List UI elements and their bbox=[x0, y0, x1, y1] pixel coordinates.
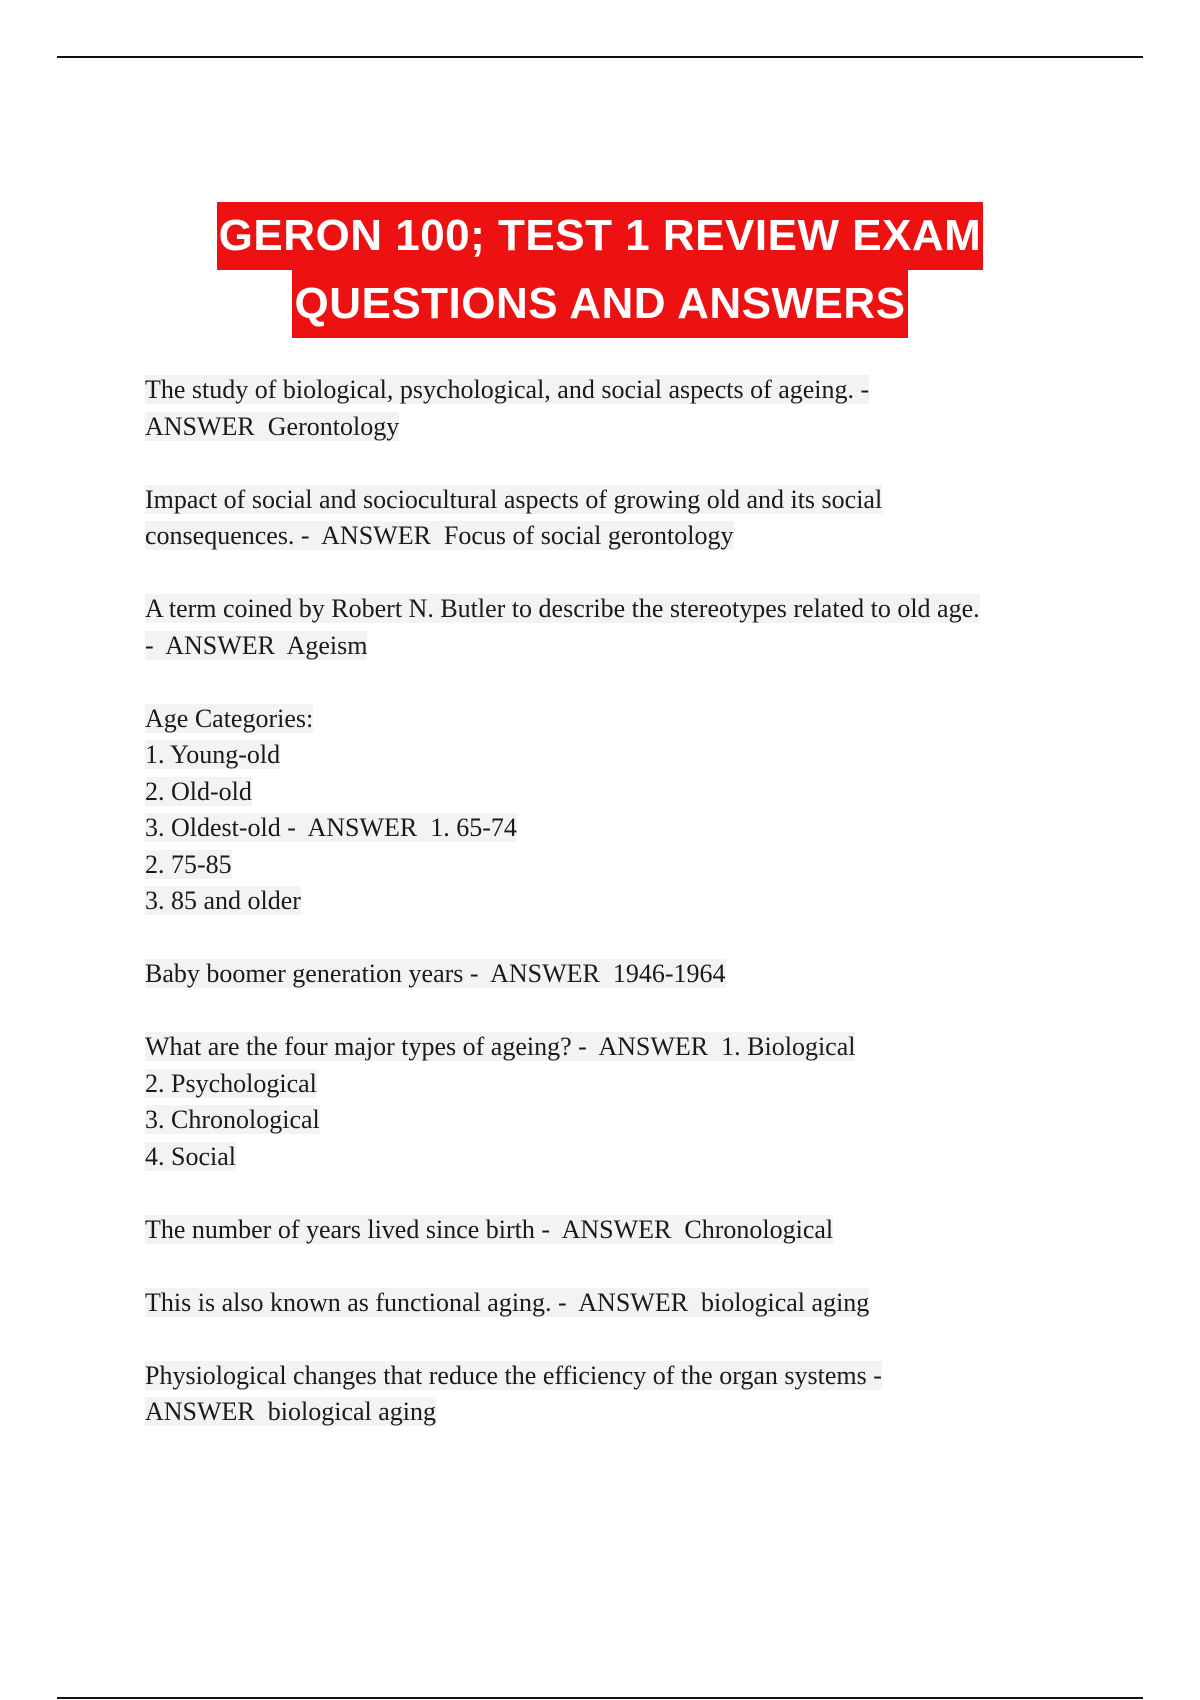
qa-text-line: This is also known as functional aging. - ANSWER biological aging bbox=[145, 1287, 870, 1317]
qa-item bbox=[145, 591, 1065, 664]
qa-item bbox=[145, 482, 1065, 555]
qa-item bbox=[145, 701, 1065, 920]
title-line-1: GERON 100; TEST 1 REVIEW EXAM bbox=[217, 202, 984, 270]
qa-item bbox=[145, 1029, 1065, 1175]
qa-text-line: 2. Old-old bbox=[145, 776, 252, 806]
qa-item bbox=[145, 1285, 1065, 1322]
qa-text-line: A term coined by Robert N. Butler to describe the stereotypes related to old age. bbox=[145, 594, 980, 623]
qa-text-line: ANSWER Gerontology bbox=[145, 411, 400, 441]
qa-text-line: 3. Oldest-old - ANSWER 1. 65-74 bbox=[145, 813, 517, 842]
qa-text-line: 1. Young-old bbox=[145, 740, 281, 769]
qa-item bbox=[145, 1212, 1065, 1249]
qa-text-line: Physiological changes that reduce the efficiency of the organ systems - bbox=[145, 1360, 882, 1390]
qa-text-line: The number of years lived since birth - ANSWER Chronological bbox=[145, 1214, 834, 1244]
document-title bbox=[0, 202, 1200, 338]
qa-text-line: Baby boomer generation years - ANSWER 1946-1964 bbox=[145, 959, 726, 988]
qa-item bbox=[145, 956, 1065, 993]
qa-text-line: 2. Psychological bbox=[145, 1068, 317, 1098]
bottom-rule bbox=[57, 1697, 1143, 1699]
qa-text-line: - ANSWER Ageism bbox=[145, 630, 368, 660]
qa-item bbox=[145, 372, 1065, 445]
qa-text-line: Age Categories: bbox=[145, 703, 314, 733]
qa-text-line: consequences. - ANSWER Focus of social gerontology bbox=[145, 521, 734, 550]
qa-text-line: 4. Social bbox=[145, 1141, 236, 1171]
qa-item bbox=[145, 1358, 1065, 1431]
qa-text-line: The study of biological, psychological, and social aspects of ageing. - bbox=[145, 375, 870, 404]
qa-list bbox=[145, 372, 1065, 1431]
qa-text-line: Impact of social and sociocultural aspects of growing old and its social bbox=[145, 484, 883, 514]
top-rule bbox=[57, 56, 1143, 58]
title-line-2: QUESTIONS AND ANSWERS bbox=[292, 270, 907, 338]
qa-text-line: 3. Chronological bbox=[145, 1105, 320, 1134]
qa-text-line: 3. 85 and older bbox=[145, 886, 301, 915]
qa-text-line: 2. 75-85 bbox=[145, 849, 232, 879]
qa-text-line: What are the four major types of ageing? - ANSWER 1. Biological bbox=[145, 1032, 856, 1061]
qa-text-line: ANSWER biological aging bbox=[145, 1397, 437, 1426]
